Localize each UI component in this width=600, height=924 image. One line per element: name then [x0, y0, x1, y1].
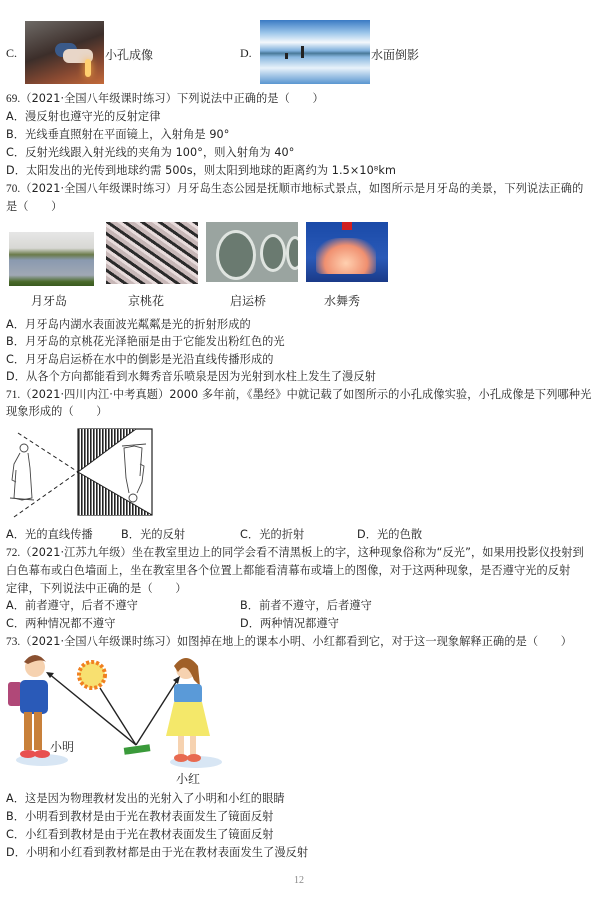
caption-water-dance: 水舞秀	[324, 294, 361, 308]
caption-peach-blossom: 京桃花	[128, 294, 165, 308]
q70-option-a: A．月牙岛内湖水表面波光粼粼是光的折射形成的	[6, 318, 251, 331]
qiyun-bridge-photo	[206, 222, 298, 282]
q69-option-d: D．太阳发出的光传到地球约需 500s，则太阳到地球的距离约为 1.5×10⁸km	[6, 164, 396, 177]
question-71-stem: 71.（2021·四川内江·中考真题）2000 多年前，《墨经》中就记载了如图所示的小孔成像实验，小孔成像是下列哪种光	[6, 388, 592, 401]
water-dance-show-photo	[306, 222, 388, 282]
option-letter-d: D.	[240, 46, 252, 60]
question-72-stem: 72.（2021·江苏九年级）坐在教室里边上的同学会看不清黑板上的字，这种现象俗称为“反光”，如果用投影仪投射到	[6, 546, 584, 559]
q73-option-b: B．小明看到教材是由于光在教材表面发生了镜面反射	[6, 810, 274, 823]
q72-options-row1	[6, 599, 372, 613]
question-72-stem-cont2: 定律，下列说法中正确的是（ ）	[6, 582, 187, 595]
question-72-stem-cont: 白色幕布或白色墙面上，坐在教室里各个位置上都能看清幕布或墙上的图像，对于这两种现象，是否遵守光的反射	[6, 564, 571, 577]
label-xiaoming: 小明	[50, 740, 75, 754]
q73-option-d: D．小明和小红看到教材都是由于光在教材表面发生了漫反射	[6, 846, 309, 859]
pinhole-camera-diagram	[0, 420, 160, 520]
q70-option-c: C．月牙岛启运桥在水中的倒影是光沿直线传播形成的	[6, 353, 274, 366]
q71-option-d: D．光的色散	[357, 528, 423, 541]
q71-option-c: C．光的折射	[240, 528, 305, 541]
option-c-caption: 小孔成像	[105, 48, 154, 62]
question-70-stem: 70.（2021·全国八年级课时练习）月牙岛生态公园是抚顺市地标式景点，如图所示是月牙岛的美景，下列说法正确的	[6, 182, 584, 195]
q73-option-c: C．小红看到教材是由于光在教材表面发生了镜面反射	[6, 828, 274, 841]
caption-qiyun-bridge: 启运桥	[230, 294, 267, 308]
q70-option-d: D．从各个方向都能看到水舞秀音乐喷泉是因为光射到水柱上发生了漫反射	[6, 370, 376, 383]
q72-option-b: B．前者不遵守，后者遵守	[240, 599, 372, 612]
candle-pinhole-photo	[25, 21, 104, 84]
caption-crescent-island: 月牙岛	[31, 294, 68, 308]
peach-blossom-photo	[106, 222, 198, 284]
q71-option-a: A．光的直线传播	[6, 528, 93, 541]
question-70-stem-cont: 是（ ）	[6, 200, 63, 213]
q70-option-b: B．月牙岛的京桃花光泽艳丽是由于它能发出粉红色的光	[6, 335, 285, 348]
page-number: 12	[294, 875, 304, 886]
label-xiaohong: 小红	[176, 772, 201, 786]
q69-option-a: A．漫反射也遵守光的反射定律	[6, 110, 161, 123]
q71-option-b: B．光的反射	[121, 528, 186, 541]
lake-reflection-photo	[260, 20, 370, 84]
q69-option-c: C．反射光线跟入射光线的夹角为 100°，则入射角为 40°	[6, 146, 295, 159]
option-d-caption: 水面倒影	[371, 48, 420, 62]
q73-option-a: A．这是因为物理教材发出的光射入了小明和小红的眼睛	[6, 792, 285, 805]
reflection-illustration	[0, 650, 240, 790]
crescent-island-photo	[9, 232, 94, 286]
q69-option-b: B．光线垂直照射在平面镜上，入射角是 90°	[6, 128, 230, 141]
q72-option-d: D．两种情况都遵守	[240, 617, 340, 630]
q72-option-c: C．两种情况都不遵守	[6, 617, 116, 630]
question-69-stem: 69.（2021·全国八年级课时练习）下列说法中正确的是（ ）	[6, 92, 324, 105]
question-73-stem: 73.（2021·全国八年级课时练习）如图掉在地上的课本小明、小红都看到它，对于这一现象解释正确的是（ ）	[6, 635, 573, 648]
q72-option-a: A．前者遵守，后者不遵守	[6, 599, 138, 612]
q72-options-row2	[6, 617, 340, 631]
q71-options	[6, 528, 423, 542]
option-letter-c: C.	[6, 46, 18, 60]
question-71-stem-cont: 现象形成的（ ）	[6, 405, 108, 418]
